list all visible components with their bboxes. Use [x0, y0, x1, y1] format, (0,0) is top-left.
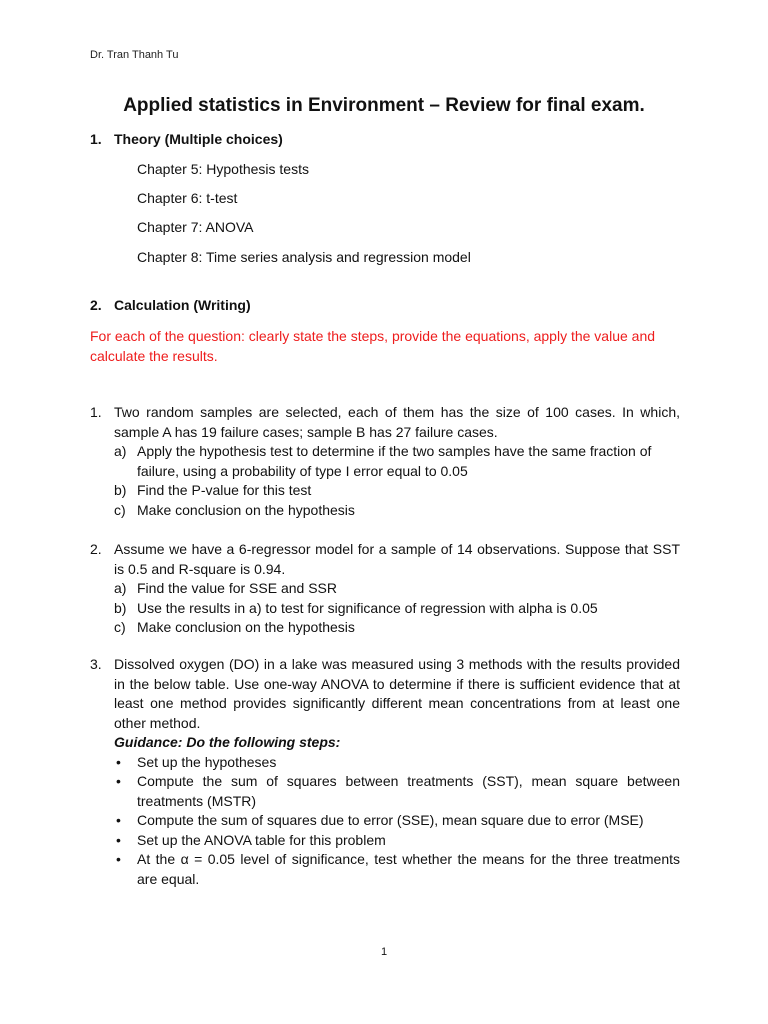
sub-question: [114, 618, 680, 638]
bullet-icon: •: [116, 753, 121, 770]
bullet-icon: •: [116, 831, 121, 848]
chapter-item: Chapter 6: t-test: [137, 190, 238, 206]
bullet-icon: •: [116, 851, 121, 867]
question-3: [90, 655, 680, 889]
sub-text: Find the P-value for this test: [137, 482, 312, 498]
guidance-step: [114, 811, 680, 831]
chapter-item: Chapter 7: ANOVA: [137, 219, 254, 235]
question-stem: Two random samples are selected, each of them has the size of 100 cases. In which, sample A has 19 failure cases; sample B has 27 failure cases.: [114, 404, 680, 440]
question-1: [90, 403, 680, 520]
sub-question: [114, 501, 680, 521]
sub-label: a): [114, 443, 127, 459]
question-number: 1.: [90, 404, 102, 420]
sub-text: Make conclusion on the hypothesis: [137, 501, 355, 518]
sub-label: c): [114, 501, 126, 518]
page-title: Applied statistics in Environment – Review for final exam.: [123, 95, 645, 116]
step-text: Compute the sum of squares due to error (SSE), mean square due to error (MSE): [137, 812, 644, 828]
sub-question: [114, 579, 680, 599]
chapter-item: Chapter 5: Hypothesis tests: [137, 161, 309, 177]
sub-text: Use the results in a) to test for significance of regression with alpha is 0.05: [137, 599, 598, 616]
chapter-item: Chapter 8: Time series analysis and regression model: [137, 249, 471, 265]
section-2-heading: [90, 297, 251, 313]
guidance-step: [114, 850, 680, 889]
instruction-text: For each of the question: clearly state the steps, provide the equations, apply the value and calculate the results.: [90, 328, 656, 364]
section-title: Calculation (Writing): [114, 297, 251, 313]
sub-label: a): [114, 580, 127, 596]
sub-label: b): [114, 599, 127, 616]
bullet-icon: •: [116, 812, 121, 828]
sub-text: Find the value for SSE and SSR: [137, 580, 337, 596]
question-number: 2.: [90, 541, 102, 557]
header-author: Dr. Tran Thanh Tu: [90, 49, 179, 61]
sub-text: Apply the hypothesis test to determine if the two samples have the same fraction of failure, using a probability of type I error equal to 0.05: [137, 443, 652, 479]
section-number: 2.: [90, 297, 102, 313]
question-number: 3.: [90, 656, 102, 672]
guidance-step: [114, 831, 680, 851]
step-text: Set up the hypotheses: [137, 753, 277, 770]
sub-question: [114, 481, 680, 501]
question-2: [90, 540, 680, 638]
section-title: Theory (Multiple choices): [114, 131, 283, 147]
step-text: Compute the sum of squares between treatments (SST), mean square between treatments (MSTR): [137, 773, 680, 809]
page-number: 1: [380, 946, 388, 958]
section-number: 1.: [90, 131, 102, 147]
guidance-step: [114, 772, 680, 811]
step-text: Set up the ANOVA table for this problem: [137, 831, 386, 848]
sub-label: b): [114, 482, 127, 498]
sub-text: Make conclusion on the hypothesis: [137, 619, 355, 635]
guidance-heading: Guidance: Do the following steps:: [114, 734, 341, 750]
sub-question: [114, 599, 680, 619]
section-1-heading: [90, 131, 283, 147]
question-stem: Dissolved oxygen (DO) in a lake was measured using 3 methods with the results provided in the below table. Use one-way ANOVA to determine if there is sufficient evidence that at least one method provides significantly different mean concentrations from at least one other method.: [114, 656, 680, 731]
step-text: At the α = 0.05 level of significance, test whether the means for the three treatments are equal.: [137, 851, 680, 887]
question-stem: Assume we have a 6-regressor model for a sample of 14 observations. Suppose that SST is 0.5 and R-square is 0.94.: [114, 541, 680, 577]
guidance-step: [114, 753, 680, 773]
sub-question: [114, 442, 680, 481]
bullet-icon: •: [116, 773, 121, 789]
sub-label: c): [114, 619, 126, 635]
